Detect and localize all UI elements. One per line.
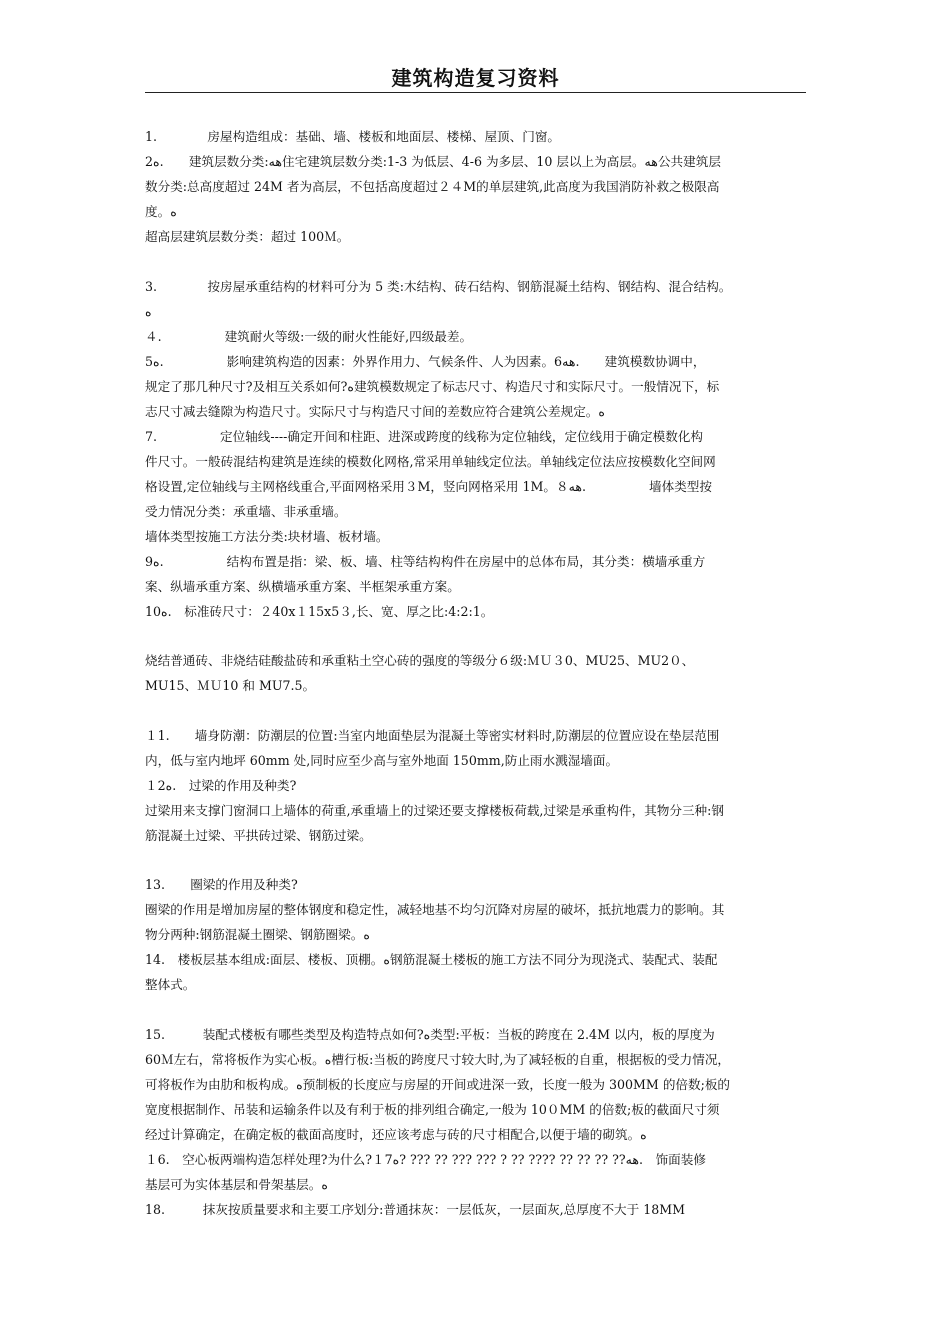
text-line: 可将板作为由肋和板构成。ه预制板的长度应与房屋的开间或进深一致，长度一般为 300MM 的倍数;板的 — [145, 1076, 731, 1092]
text-line: 13. 圈梁的作用及种类? — [145, 877, 298, 892]
paragraph — [145, 1022, 810, 1222]
text-line: 10ه. 标准砖尺寸：２40x１15x5３,长、宽、厚之比:4:2:1。 — [145, 603, 494, 619]
text-line: １2ه. 过梁的作用及种类? — [145, 777, 297, 793]
text-line: 筋混凝土过梁、平拱砖过梁、钢筋过梁。 — [145, 827, 372, 843]
paragraph — [145, 648, 810, 698]
text-line: 物分两种:钢筋混凝土圈梁、钢筋圈梁。ه — [145, 927, 370, 942]
text-line: 内，低与室内地坪 60mm 处,同时应至少高与室外地面 150mm,防止雨水溅湿墙面。 — [145, 752, 619, 768]
text-line: 3. 按房屋承重结构的材料可分为 5 类:木结构、砖石结构、钢筋混凝土结构、钢结构、混合结构。 — [145, 278, 732, 294]
text-line: 1. 房屋构造组成：基础、墙、楼板和地面层、楼梯、屋顶、门窗。 — [145, 129, 561, 144]
title-underline — [145, 92, 806, 93]
text-line: 5ه. 影响建筑构造的因素：外界作用力、气候条件、人为因素。6هه. 建筑模数协调中， — [145, 353, 706, 369]
text-line: 圈梁的作用是增加房屋的整体钢度和稳定性，减轻地基不均匀沉降对房屋的破坏，抵抗地震力的影响。其 — [145, 902, 725, 917]
text-line: 数分类:总高度超过 24M 者为高层，不包括高度超过２４M的单层建筑,此高度为我国消防补救之极限高 — [145, 179, 720, 194]
text-line: ４. 建筑耐火等级:一级的耐火性能好,四级最差。 — [145, 328, 473, 344]
text-line: 过梁用来支撑门窗洞口上墙体的荷重,承重墙上的过梁还要支撑楼板荷载,过梁是承重构件，其物分三种:钢 — [145, 802, 724, 818]
text-line: 受力情况分类：承重墙、非承重墙。 — [145, 503, 347, 519]
text-line: 2ه. 建筑层数分类:هه住宅建筑层数分类:1-3 为低层、4-6 为多层、10 层以上为高层。هه公共建筑层 — [145, 154, 721, 169]
text-line: 整体式。 — [145, 977, 196, 992]
document-title: 建筑构造复习资料 — [391, 66, 560, 90]
text-line: 18. 抹灰按质量要求和主要工序划分:普通抹灰：一层低灰，一层面灰,总厚度不大于 18MM — [145, 1201, 686, 1217]
paragraph-spacer — [145, 249, 810, 274]
paragraph — [145, 124, 810, 249]
paragraph-spacer — [145, 698, 810, 723]
text-line: ه — [145, 303, 152, 319]
text-line: １1. 墙身防潮：防潮层的位置:当室内地面垫层为混凝土等密实材料时,防潮层的位置应设在垫层范围 — [145, 727, 720, 743]
text-line: 经过计算确定，在确定板的截面高度时，还应该考虑与砖的尺寸相配合,以便于墙的砌筑。ه — [145, 1126, 647, 1142]
document-body — [145, 124, 810, 1222]
text-line: 9ه. 结构布置是指：梁、板、墙、柱等结构构件在房屋中的总体布局，其分类：横墙承重方 — [145, 553, 706, 569]
text-line: 14. 楼板层基本组成:面层、楼板、顶棚。ه钢筋混凝土楼板的施工方法不同分为现浇式、装配式、装配 — [145, 952, 718, 967]
text-line: 格设置,定位轴线与主网格线重合,平面网格采用３M，竖向网格采用 1M。８هه. 墙体类型按 — [145, 478, 712, 494]
text-line: MU15、ＭＵ10 和 MU7.5。 — [145, 678, 316, 693]
text-line: 案、纵墙承重方案、纵横墙承重方案、半框架承重方案。 — [145, 578, 460, 594]
text-line: 墙体类型按施工方法分类:块材墙、板材墙。 — [145, 528, 389, 544]
text-line: 宽度根据制作、吊装和运输条件以及有利于板的排列组合确定,一般为 10０MM 的倍数;板的截面尺寸须 — [145, 1101, 720, 1117]
text-line: 超高层建筑层数分类：超过 100Ｍ。 — [145, 229, 350, 244]
paragraph — [145, 274, 810, 624]
paragraph — [145, 872, 810, 997]
paragraph-spacer — [145, 848, 810, 873]
text-line: 件尺寸。一般砖混结构建筑是连续的模数化网格,常采用单轴线定位法。单轴线定位法应按模数化空间网 — [145, 453, 716, 469]
text-line: 基层可为实体基层和骨架基层。ه — [145, 1176, 328, 1192]
text-line: 烧结普通砖、非烧结硅酸盐砖和承重粘土空心砖的强度的等级分６级:ＭＵ３0、MU25、MU2０、 — [145, 653, 695, 668]
text-line: 15. 装配式楼板有哪些类型及构造特点如何?ه类型:平板：当板的跨度在 2.4M 以内，板的厚度为 — [145, 1026, 715, 1042]
text-line: １6. 空心板两端构造怎样处理?为什么?１7هه?? ?? ?? ?? ???? ?? ? ??? ??? ?? ??? ?ه. 饰面装修 — [145, 1151, 706, 1167]
text-line: 志尺寸减去缝隙为构造尺寸。实际尺寸与构造尺寸间的差数应符合建筑公差规定。ه — [145, 403, 605, 419]
paragraph — [145, 723, 810, 848]
paragraph-spacer — [145, 997, 810, 1022]
text-line: 度。ه — [145, 204, 177, 219]
paragraph-spacer — [145, 624, 810, 649]
text-line: 60Ｍ左右，常将板作为实心板。ه槽行板:当板的跨度尺寸较大时,为了减轻板的自重，根据板的受力情况， — [145, 1051, 731, 1067]
text-line: 规定了那几种尺寸?及相互关系如何?ه建筑模数规定了标志尺寸、构造尺寸和实际尺寸。一般情况下，标 — [145, 378, 720, 394]
text-line: 7. 定位轴线----确定开间和柱距、进深或跨度的线称为定位轴线，定位线用于确定模数化构 — [145, 428, 703, 444]
